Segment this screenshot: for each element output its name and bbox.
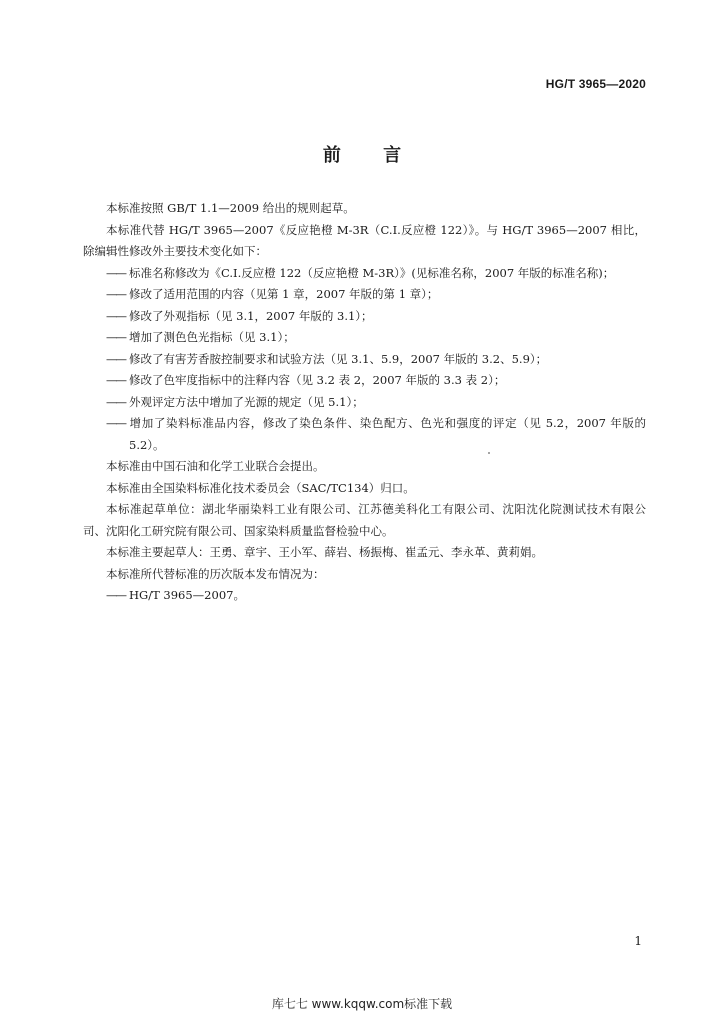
change-item — [83, 284, 646, 306]
dash-mark: —— — [106, 588, 125, 602]
history-item-text: HG/T 3965—2007。 — [129, 588, 245, 602]
dash-mark: —— — [106, 416, 125, 430]
change-item — [83, 349, 646, 371]
change-item-text: 修改了色牢度指标中的注释内容（见 3.2 表 2，2007 年版的 3.3 表 2）； — [129, 373, 506, 387]
change-item — [83, 263, 646, 285]
footer-watermark: 库七七 www.kqqw.com标准下载 — [271, 997, 453, 1011]
paragraph-drafting-rule: 本标准按照 GB/T 1.1—2009 给出的规则起草。 — [106, 201, 355, 215]
change-item-text: 增加了染料标准品内容，修改了染色条件、染色配方、色光和强度的评定（见 5.2，2007 年版的 5.2）。 — [129, 416, 646, 452]
change-item — [83, 392, 646, 414]
dash-mark: —— — [106, 287, 125, 301]
dash-mark: —— — [106, 351, 125, 366]
paragraph-drafting-units: 本标准起草单位：湖北华丽染料工业有限公司、江苏德美科化工有限公司、沈阳沈化院测试技术有限公司、沈阳化工研究院有限公司、国家染料质量监督检验中心。 — [83, 502, 646, 538]
history-item — [83, 585, 646, 607]
change-item-text: 标准名称修改为《C.I.反应橙 122（反应艳橙 M-3R）》(见标准名称，2007 年版的标准名称)； — [129, 265, 615, 280]
change-item — [83, 370, 646, 392]
dash-mark: —— — [106, 394, 125, 409]
change-item-text: 增加了测色色光指标（见 3.1）； — [129, 330, 295, 344]
page-number: 1 — [634, 934, 642, 948]
page-title: 前 言 — [322, 145, 402, 166]
paragraph-drafters: 本标准主要起草人：王勇、章宇、王小军、薛岩、杨振梅、崔孟元、李永革、黄莉娟。 — [106, 545, 543, 559]
paragraph-history-intro: 本标准所代替标准的历次版本发布情况为： — [106, 566, 325, 581]
change-item-text: 外观评定方法中增加了光源的规定（见 5.1）； — [129, 394, 364, 409]
dash-mark: —— — [106, 330, 125, 344]
paragraph-committee: 本标准由全国染料标准化技术委员会（SAC/TC134）归口。 — [106, 480, 415, 495]
dash-mark: —— — [106, 265, 125, 280]
dash-mark: —— — [106, 373, 125, 387]
standard-code: HG/T 3965—2020 — [545, 77, 646, 91]
change-item-text: 修改了外观指标（见 3.1，2007 年版的 3.1）； — [129, 308, 373, 323]
change-item — [83, 413, 646, 456]
dash-mark: —— — [106, 308, 125, 323]
change-item-text: 修改了有害芳香胺控制要求和试验方法（见 3.1、5.9，2007 年版的 3.2、5.9）； — [129, 351, 548, 366]
paragraph-proposer: 本标准由中国石油和化学工业联合会提出。 — [106, 459, 325, 473]
change-item — [83, 327, 646, 349]
paragraph-replacement: 本标准代替 HG/T 3965—2007《反应艳橙 M-3R（C.I.反应橙 122）》。与 HG/T 3965—2007 相比，除编辑性修改外主要技术变化如下： — [83, 222, 646, 258]
change-item-text: 修改了适用范围的内容（见第 1 章，2007 年版的第 1 章）； — [129, 287, 439, 301]
document-body — [83, 198, 646, 607]
change-item — [83, 306, 646, 328]
